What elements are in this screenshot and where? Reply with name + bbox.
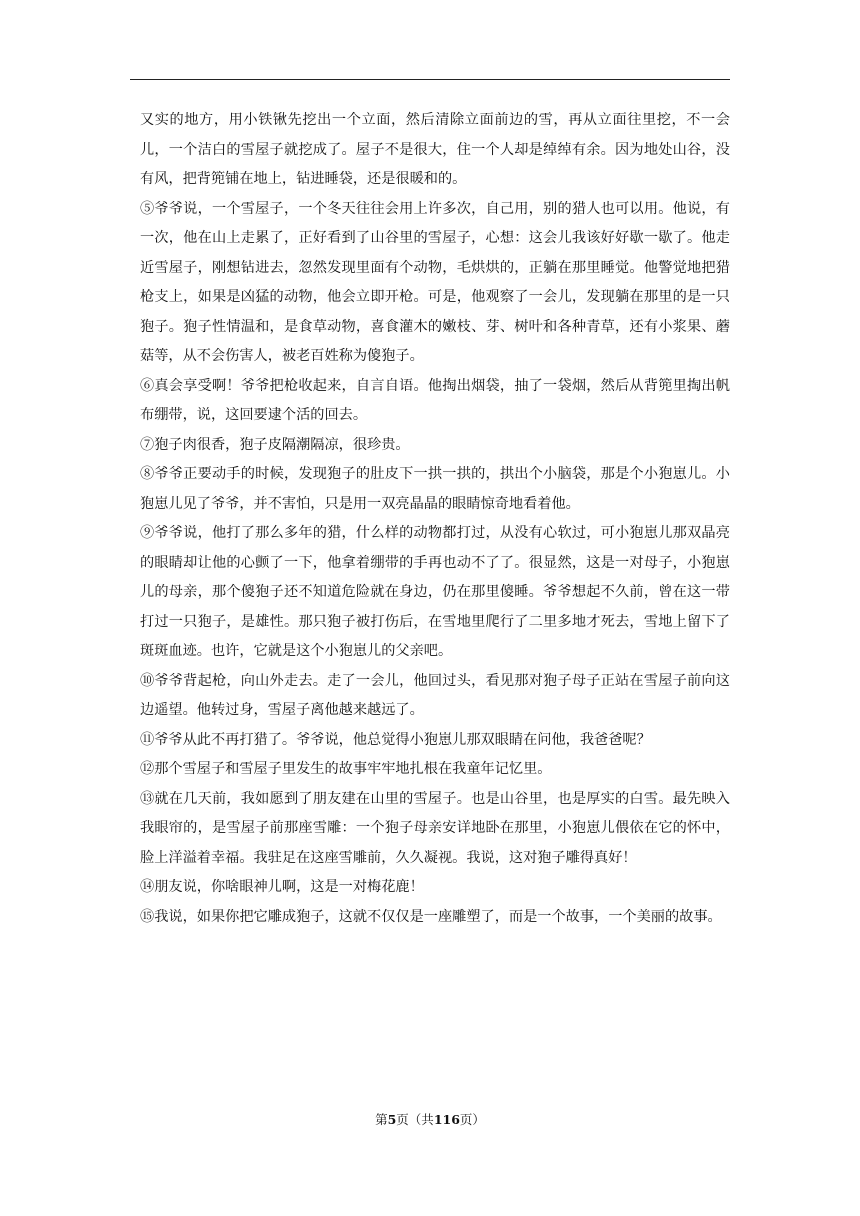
header-rule xyxy=(130,79,730,80)
paragraph-7: ⑦狍子肉很香，狍子皮隔潮隔凉，很珍贵。 xyxy=(140,436,410,453)
paragraph-10: ⑩爷爷背起枪，向山外走去。走了一会儿，他回过头，看见那对狍子母子正站在雪屋子前向这边遥望。他转过身，雪屋子离他越来越远了。 xyxy=(140,672,730,718)
paragraph-12: ⑫那个雪屋子和雪屋子里发生的故事牢牢地扎根在我童年记忆里。 xyxy=(140,761,552,777)
paragraph-6: ⑥真会享受啊！爷爷把枪收起来，自言自语。他掏出烟袋，抽了一袋烟，然后从背篼里掏出帆布绷带，说，这回要逮个活的回去。 xyxy=(140,377,730,423)
page-number: 5 xyxy=(387,1112,397,1127)
footer-middle: 页（共 xyxy=(396,1112,434,1127)
footer-prefix: 第 xyxy=(375,1112,388,1127)
paragraph-13: ⑬就在几天前，我如愿到了朋友建在山里的雪屋子。也是山谷里，也是厚实的白雪。最先映入我眼帘的，是雪屋子前那座雪雕：一个狍子母亲安详地卧在那里，小狍崽儿偎依在它的怀中，脸上洋溢着幸福。我驻足在这座雪雕前，久久凝视。我说，这对狍子雕得真好！ xyxy=(140,790,730,866)
paragraph-15: ⑮我说，如果你把它雕成狍子，这就不仅仅是一座雕塑了，而是一个故事，一个美丽的故事。 xyxy=(140,908,722,925)
paragraph-8: ⑧爷爷正要动手的时候，发现狍子的肚皮下一拱一拱的，拱出个小脑袋，那是个小狍崽儿。小狍崽儿见了爷爷，并不害怕，只是用一双亮晶晶的眼睛惊奇地看着他。 xyxy=(140,466,730,512)
footer-suffix: 页） xyxy=(459,1112,485,1127)
paragraph-continuation: 又实的地方，用小铁锹先挖出一个立面，然后清除立面前边的雪，再从立面往里挖，不一会儿，一个洁白的雪屋子就挖成了。屋子不是很大，住一个人却是绰绰有余。因为地处山谷，没有风，把背篼铺在地上，钻进睡袋，还是很暖和的。 xyxy=(140,112,730,187)
page-footer xyxy=(0,1110,860,1128)
total-pages: 116 xyxy=(433,1112,460,1127)
paragraph-9: ⑨爷爷说，他打了那么多年的猎，什么样的动物都打过，从没有心软过，可小狍崽儿那双晶亮的眼睛却让他的心颤了一下，他拿着绷带的手再也动不了了。很显然，这是一对母子，小狍崽儿的母亲，那个傻狍子还不知道危险就在身边，仍在那里傻睡。爷爷想起不久前，曾在这一带打过一只狍子，是雄性。那只狍子被打伤后，在雪地里爬行了二里多地才死去，雪地上留下了斑斑血迹。也许，它就是这个小狍崽儿的父亲吧。 xyxy=(140,525,730,659)
paragraph-5: ⑤爷爷说，一个雪屋子，一个冬天往往会用上许多次，自己用，别的猎人也可以用。他说，有一次，他在山上走累了，正好看到了山谷里的雪屋子，心想：这会儿我该好好歇一歇了。他走近雪屋子，刚想钻进去，忽然发现里面有个动物，毛烘烘的，正躺在那里睡觉。他警觉地把猎枪支上，如果是凶猛的动物，他会立即开枪。可是，他观察了一会儿，发现躺在那里的是一只狍子。狍子性情温和，是食草动物，喜食灌木的嫩枝、芽、树叶和各种青草，还有小浆果、蘑菇等，从不会伤害人，被老百姓称为傻狍子。 xyxy=(140,200,730,364)
paragraph-14: ⑭朋友说，你啥眼神儿啊，这是一对梅花鹿！ xyxy=(140,879,424,895)
paragraph-11: ⑪爷爷从此不再打猎了。爷爷说，他总觉得小狍崽儿那双眼睛在问他，我爸爸呢？ xyxy=(140,731,651,748)
body-text xyxy=(140,106,730,932)
